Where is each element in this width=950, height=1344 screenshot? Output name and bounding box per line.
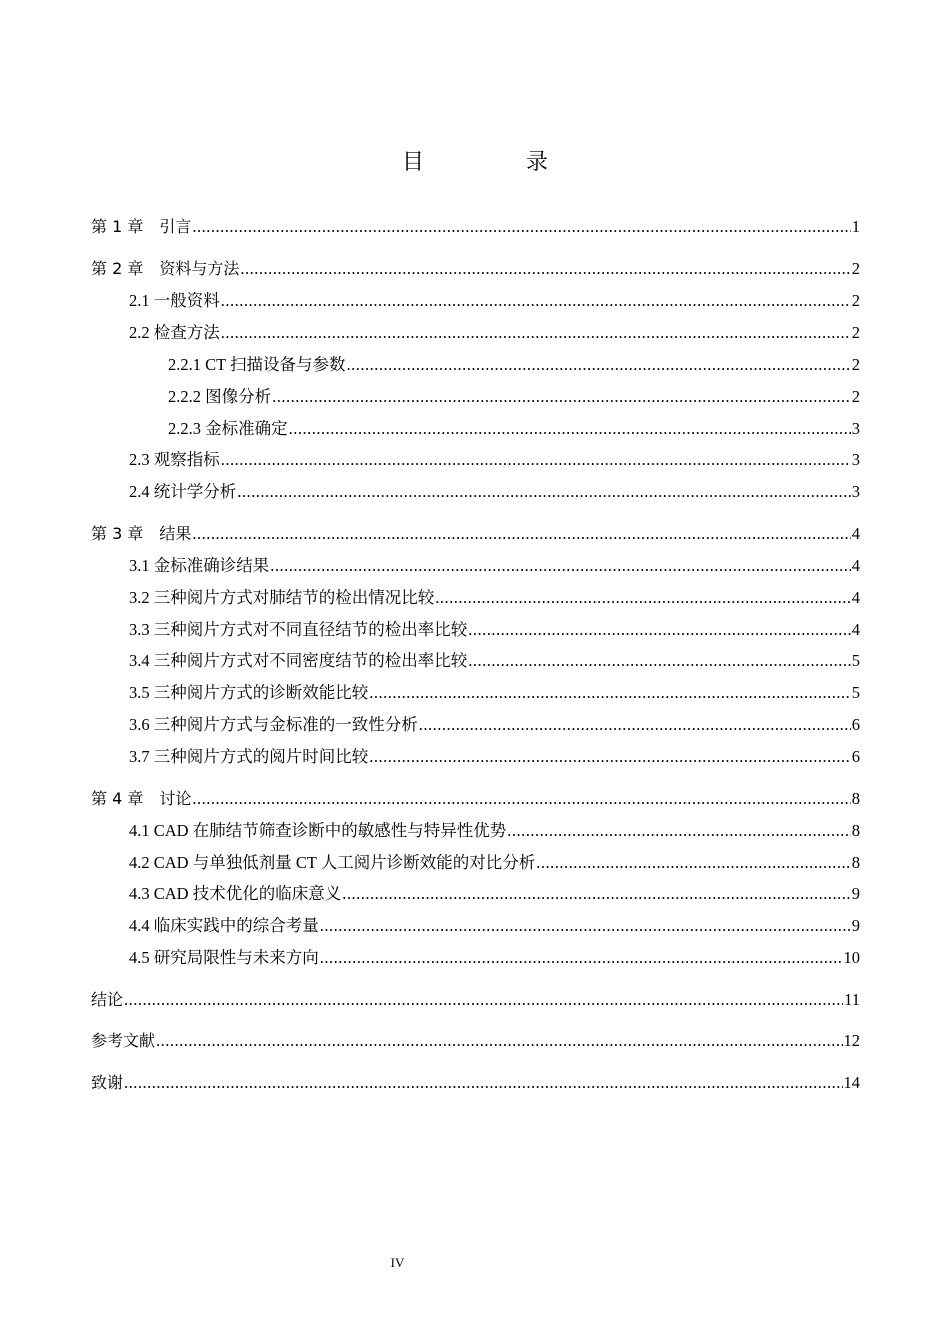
toc-entry-page: 2 xyxy=(851,323,860,342)
toc-entry-page: 8 xyxy=(851,789,860,808)
toc-dot-leader xyxy=(320,947,843,969)
toc-entry-page: 4 xyxy=(851,588,860,607)
toc-entry[interactable] xyxy=(129,290,860,312)
toc-entry-page: 2 xyxy=(851,355,860,374)
toc-entry-label: 4.5 研究局限性与未来方向 xyxy=(129,948,319,967)
toc-entry[interactable] xyxy=(91,258,860,280)
toc-dot-leader xyxy=(192,216,850,238)
toc-entry-label: 2.2.3 金标准确定 xyxy=(168,419,288,438)
toc-entry-page: 2 xyxy=(851,387,860,406)
toc-entry-label: 3.6 三种阅片方式与金标准的一致性分析 xyxy=(129,715,418,734)
toc-entry[interactable] xyxy=(91,1072,860,1094)
toc-entry-page: 5 xyxy=(851,651,860,670)
toc-entry[interactable] xyxy=(129,322,860,344)
toc-entry-label: 4.1 CAD 在肺结节筛查诊断中的敏感性与特异性优势 xyxy=(129,821,507,840)
toc-entry-label: 第 1 章 引言 xyxy=(91,217,192,236)
toc-entry-page: 6 xyxy=(851,747,860,766)
toc-entry-page: 12 xyxy=(843,1031,860,1050)
toc-entry-label: 4.3 CAD 技术优化的临床意义 xyxy=(129,884,342,903)
page-number: IV xyxy=(390,1255,405,1270)
toc-entry-label: 3.4 三种阅片方式对不同密度结节的检出率比较 xyxy=(129,651,468,670)
toc-entry-label: 第 2 章 资料与方法 xyxy=(91,259,240,278)
toc-dot-leader xyxy=(289,418,851,440)
toc-entry-label: 4.4 临床实践中的综合考量 xyxy=(129,916,319,935)
toc-entry-label: 2.3 观察指标 xyxy=(129,450,220,469)
toc-dot-leader xyxy=(221,290,851,312)
toc-entry[interactable] xyxy=(168,386,860,408)
toc-entry-label: 致谢 xyxy=(91,1073,124,1092)
toc-entry[interactable] xyxy=(129,883,860,905)
toc-entry-page: 2 xyxy=(851,291,860,310)
toc-entry-label: 4.2 CAD 与单独低剂量 CT 人工阅片诊断效能的对比分析 xyxy=(129,853,536,872)
toc-entry[interactable] xyxy=(129,619,860,641)
toc-entry-label: 3.2 三种阅片方式对肺结节的检出情况比较 xyxy=(129,588,435,607)
toc-entry[interactable] xyxy=(129,555,860,577)
toc-entry-page: 14 xyxy=(843,1073,860,1092)
toc-entry-page: 4 xyxy=(851,556,860,575)
toc-entry-label: 结论 xyxy=(91,990,124,1009)
toc-entry[interactable] xyxy=(91,788,860,810)
toc-dot-leader xyxy=(320,915,851,937)
toc-entry-page: 11 xyxy=(844,990,860,1009)
toc-entry-page: 9 xyxy=(851,916,860,935)
toc-entry[interactable] xyxy=(129,587,860,609)
toc-dot-leader xyxy=(369,682,851,704)
toc-entry-label: 2.2.1 CT 扫描设备与参数 xyxy=(168,355,346,374)
toc-dot-leader xyxy=(468,650,851,672)
toc-entry[interactable] xyxy=(129,481,860,503)
toc-entry-page: 4 xyxy=(851,524,860,543)
toc-entry-label: 第 4 章 讨论 xyxy=(91,789,192,808)
toc-entry-label: 第 3 章 结果 xyxy=(91,524,192,543)
toc-entry[interactable] xyxy=(129,682,860,704)
toc-dot-leader xyxy=(124,1072,842,1094)
toc-entry[interactable] xyxy=(168,354,860,376)
toc-entry[interactable] xyxy=(129,650,860,672)
toc-dot-leader xyxy=(468,619,851,641)
toc-dot-leader xyxy=(237,481,851,503)
toc-dot-leader xyxy=(435,587,851,609)
toc-entry-label: 参考文献 xyxy=(91,1031,156,1050)
toc-entry-page: 1 xyxy=(851,217,860,236)
toc-entry[interactable] xyxy=(129,820,860,842)
toc-dot-leader xyxy=(342,883,851,905)
toc-entry[interactable] xyxy=(91,989,860,1011)
toc-entry[interactable] xyxy=(91,216,860,238)
toc-entry-page: 2 xyxy=(851,259,860,278)
toc-dot-leader xyxy=(270,555,851,577)
toc-dot-leader xyxy=(124,989,843,1011)
toc-entry[interactable] xyxy=(129,714,860,736)
toc-entry-page: 10 xyxy=(843,948,860,967)
toc-dot-leader xyxy=(156,1030,842,1052)
toc-entry-page: 9 xyxy=(851,884,860,903)
toc-dot-leader xyxy=(221,449,851,471)
toc-dot-leader xyxy=(536,852,851,874)
toc-entry-label: 3.7 三种阅片方式的阅片时间比较 xyxy=(129,747,369,766)
toc-dot-leader xyxy=(347,354,851,376)
toc-entry-label: 3.1 金标准确诊结果 xyxy=(129,556,270,575)
toc-dot-leader xyxy=(419,714,851,736)
toc-entry-page: 8 xyxy=(851,821,860,840)
toc-entry-page: 6 xyxy=(851,715,860,734)
toc-entry-page: 3 xyxy=(851,450,860,469)
toc-entry-label: 2.4 统计学分析 xyxy=(129,482,237,501)
toc-entry-label: 2.2 检查方法 xyxy=(129,323,220,342)
toc-dot-leader xyxy=(272,386,851,408)
toc-entry-label: 2.2.2 图像分析 xyxy=(168,387,272,406)
toc-dot-leader xyxy=(192,523,850,545)
toc-entry[interactable] xyxy=(91,1030,860,1052)
toc-entry-page: 3 xyxy=(851,419,860,438)
toc-entry-label: 2.1 一般资料 xyxy=(129,291,220,310)
toc-entry[interactable] xyxy=(129,947,860,969)
toc-dot-leader xyxy=(221,322,851,344)
toc-entry[interactable] xyxy=(129,852,860,874)
toc-entry-page: 5 xyxy=(851,683,860,702)
toc-dot-leader xyxy=(369,746,851,768)
toc-dot-leader xyxy=(192,788,850,810)
toc-title: 目 录 xyxy=(401,150,588,175)
toc-entry-page: 4 xyxy=(851,620,860,639)
toc-dot-leader xyxy=(507,820,851,842)
toc-entry[interactable] xyxy=(91,523,860,545)
toc-dot-leader xyxy=(240,258,850,280)
toc-entry[interactable] xyxy=(129,915,860,937)
toc-entry[interactable] xyxy=(129,449,860,471)
toc-entry-page: 3 xyxy=(851,482,860,501)
toc-entry-label: 3.3 三种阅片方式对不同直径结节的检出率比较 xyxy=(129,620,468,639)
toc-entry[interactable] xyxy=(168,418,860,440)
toc-entry[interactable] xyxy=(129,746,860,768)
toc-entry-label: 3.5 三种阅片方式的诊断效能比较 xyxy=(129,683,369,702)
toc-entry-page: 8 xyxy=(851,853,860,872)
